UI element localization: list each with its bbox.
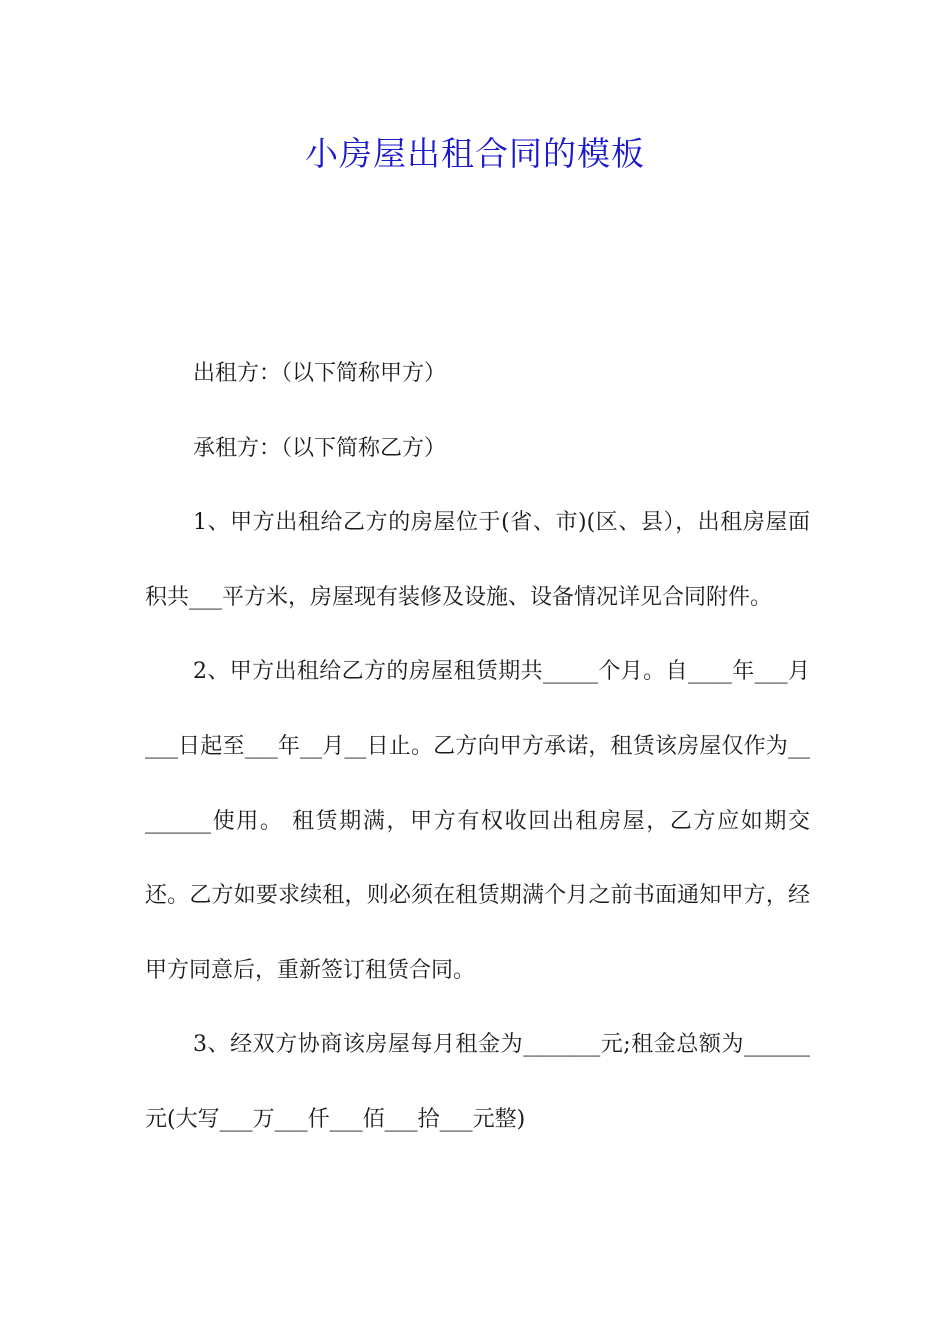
paragraph-lessor: 出租方：（以下简称甲方） — [193, 361, 447, 386]
paragraph-clause-1: 1、甲方出租给乙方的房屋位于(省、市)(区、县），出租房屋面积共___平方米，房屋现有装修及设施、设备情况详见合同附件。 — [145, 510, 810, 610]
paragraph-clause-2: 2、甲方出租给乙方的房屋租赁期共_____个月。自____年___月___日起至___年__月__日止。乙方向甲方承诺，租赁该房屋仅作为________使用。 租赁期满，甲方有权收回出租房屋，乙方应如期交还。乙方如要求续租，则必须在租赁期满个月之前书面通知甲方，经甲方同意后，重新签订租赁合同。 — [145, 659, 810, 983]
document-body — [145, 337, 810, 1158]
paragraph-lessee: 承租方：（以下简称乙方） — [193, 435, 447, 461]
document-title: 小房屋出租合同的模板 — [305, 134, 645, 173]
paragraph-clause-3: 3、经双方协商该房屋每月租金为_______元;租金总额为______元(大写___万___仟___佰___拾___元整) — [145, 1032, 810, 1132]
